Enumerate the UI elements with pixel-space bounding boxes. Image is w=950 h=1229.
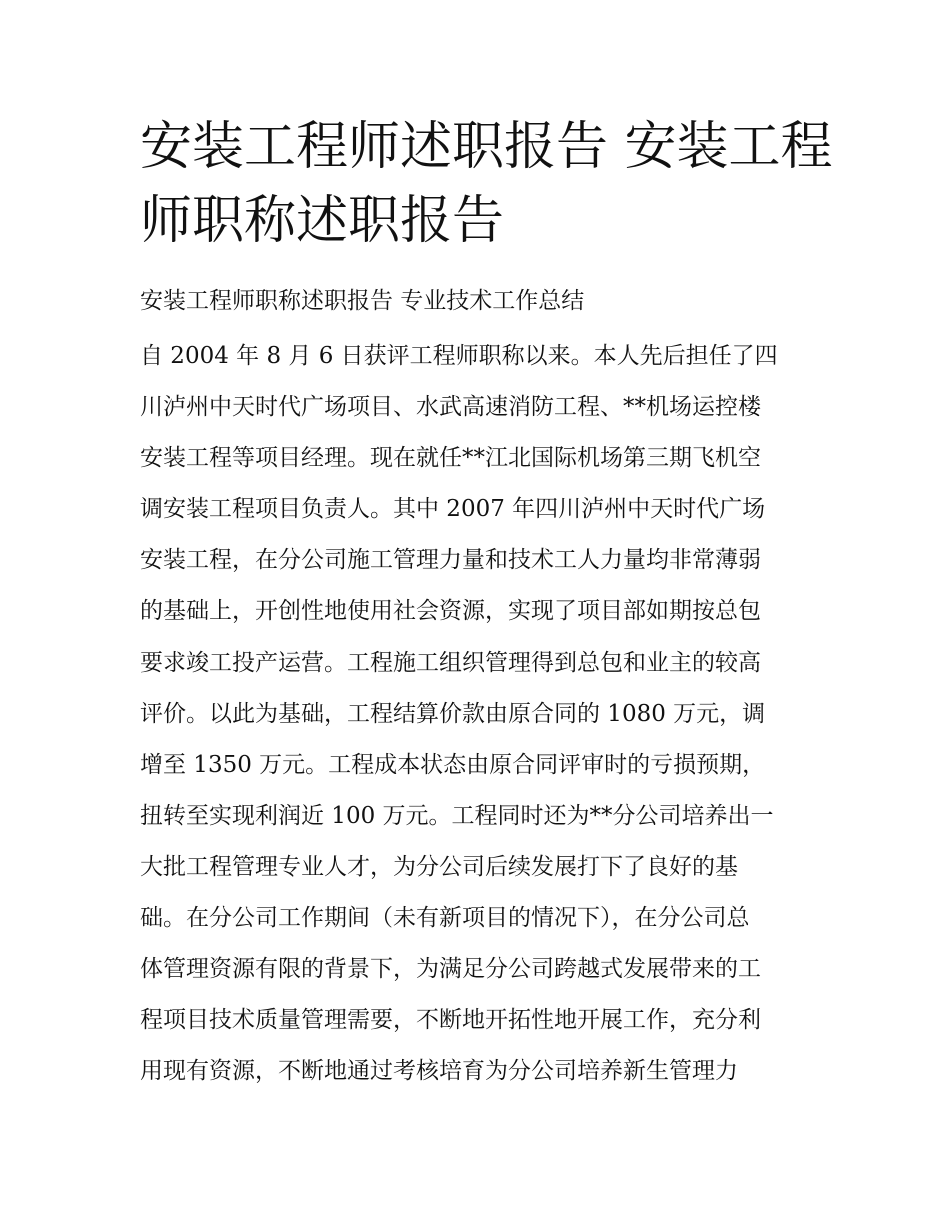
body-line: 体管理资源有限的背景下，为满足分公司跨越式发展带来的工 <box>140 956 761 983</box>
page-title <box>140 110 833 258</box>
body-line: 安装工程等项目经理。现在就任**江北国际机场第三期飞机空 <box>140 445 761 472</box>
body-line: 自 2004 年 8 月 6 日获评工程师职称以来。本人先后担任了四 <box>140 343 778 369</box>
subtitle: 安装工程师职称述职报告 专业技术工作总结 <box>140 288 585 314</box>
body-line: 用现有资源，不断地通过考核培育为分公司培养新生管理力 <box>140 1058 738 1085</box>
body-line: 评价。以此为基础，工程结算价款由原合同的 1080 万元，调 <box>140 700 766 727</box>
body-line: 川泸州中天时代广场项目、水武高速消防工程、**机场运控楼 <box>140 394 761 421</box>
body-line: 调安装工程项目负责人。其中 2007 年四川泸州中天时代广场 <box>140 496 766 523</box>
body-line: 础。在分公司工作期间（未有新项目的情况下），在分公司总 <box>140 905 750 932</box>
body-line: 安装工程，在分公司施工管理力量和技术工人力量均非常薄弱 <box>140 547 761 574</box>
body-line: 的基础上，开创性地使用社会资源，实现了项目部如期按总包 <box>140 598 761 625</box>
body-line: 程项目技术质量管理需要，不断地开拓性地开展工作，充分利 <box>140 1007 761 1034</box>
title-line-1: 安装工程师述职报告 安装工程 <box>140 117 833 177</box>
body-line: 要求竣工投产运营。工程施工组织管理得到总包和业主的较高 <box>140 649 761 676</box>
body-paragraph <box>140 331 830 1097</box>
body-line: 增至 1350 万元。工程成本状态由原合同评审时的亏损预期， <box>140 751 766 778</box>
body-line: 扭转至实现利润近 100 万元。工程同时还为**分公司培养出一 <box>140 802 774 829</box>
title-line-2: 师职称述职报告 <box>140 191 505 251</box>
body-line: 大批工程管理专业人才，为分公司后续发展打下了良好的基 <box>140 853 738 880</box>
